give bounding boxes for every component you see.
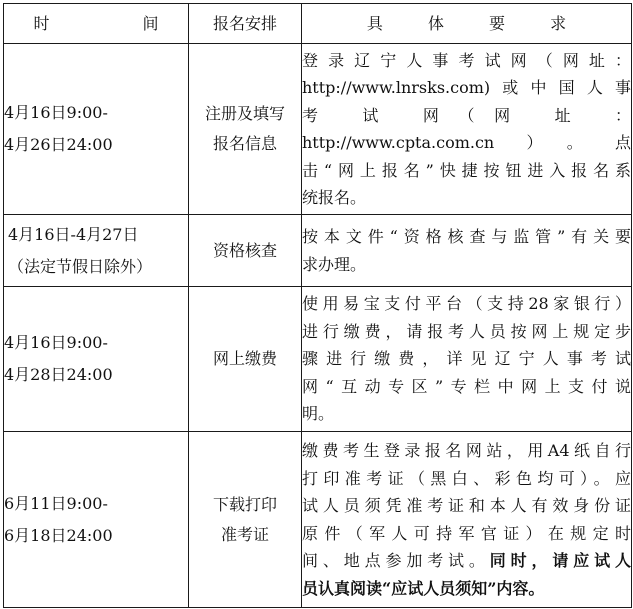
requirement-line-mixed bbox=[302, 547, 631, 575]
requirement-line: 骤进行缴费，详见辽宁人事考试 bbox=[302, 349, 631, 369]
arrangement-line: 网上缴费 bbox=[212, 349, 277, 368]
time-line: 4月28日24:00 bbox=[4, 365, 113, 384]
header-requirements-label: 具 体 要 求 bbox=[366, 14, 587, 33]
arrangement-line: 下载打印 bbox=[212, 494, 277, 514]
time-line: 4月16日9:00- bbox=[4, 103, 108, 122]
requirement-line: http://www.cpta.com.cn）。点 bbox=[302, 133, 631, 152]
requirement-line: 考 试 网（网 址 ： bbox=[302, 105, 631, 125]
requirement-bold-line: 员认真阅读“应试人员须知”内容。 bbox=[302, 578, 545, 598]
requirement-line: 登录辽宁人事考试网（网址： bbox=[302, 50, 631, 70]
time-line: 6月11日9:00- bbox=[4, 493, 108, 513]
requirement-cell bbox=[302, 44, 632, 215]
time-line: 4月26日24:00 bbox=[4, 135, 113, 154]
arrangement-cell bbox=[189, 44, 302, 215]
arrangement-line: 注册及填写 bbox=[204, 104, 285, 123]
header-time bbox=[4, 4, 203, 44]
header-arrangement bbox=[189, 4, 302, 44]
time-cell bbox=[4, 432, 189, 608]
time-line: 6月18日24:00 bbox=[4, 525, 113, 545]
arrangement-line: 准考证 bbox=[220, 524, 269, 544]
arrangement-line: 资格核查 bbox=[212, 240, 277, 260]
requirement-cell bbox=[302, 432, 632, 608]
table-header-row bbox=[4, 4, 632, 44]
time-cell bbox=[4, 287, 189, 432]
time-cell bbox=[4, 44, 189, 215]
table-row bbox=[4, 215, 632, 287]
requirement-cell bbox=[302, 287, 632, 432]
requirement-line: http://www.lnrsks.com)或中国人事 bbox=[302, 78, 631, 97]
requirement-line: 击“网上报名”快捷按钮进入报名系 bbox=[302, 160, 631, 180]
requirement-cell bbox=[302, 215, 632, 287]
requirement-bold-text: 同时，请应试人 bbox=[489, 551, 631, 570]
arrangement-cell bbox=[189, 287, 302, 432]
time-line: （法定节假日除外） bbox=[8, 256, 153, 276]
arrangement-line: 报名信息 bbox=[212, 134, 277, 153]
requirement-line: 明。 bbox=[302, 404, 335, 424]
requirement-line: 使用易宝支付平台（支持28家银行） bbox=[302, 294, 631, 314]
header-arrangement-label: 报名安排 bbox=[212, 14, 277, 33]
requirement-line: 网“互动专区”专栏中网上支付说 bbox=[302, 376, 631, 396]
table-row bbox=[4, 432, 632, 608]
time-cell bbox=[4, 215, 189, 287]
table-row bbox=[4, 287, 632, 432]
header-time-label: 时 间 bbox=[33, 14, 203, 33]
time-line: 4月16日-4月27日 bbox=[8, 224, 139, 244]
requirement-line: 打印准考证（黑白、彩色均可）。应 bbox=[302, 468, 631, 488]
table-row bbox=[4, 44, 632, 215]
time-line: 4月16日9:00- bbox=[4, 333, 108, 352]
requirement-line-plain: 间、地点参加考试。 bbox=[302, 551, 490, 570]
header-requirements bbox=[302, 4, 632, 44]
requirement-line: 统报名。 bbox=[302, 188, 367, 207]
requirement-line: 按本文件“资格核查与监管”有关要 bbox=[302, 227, 631, 246]
requirement-line: 缴费考生登录报名网站，用A4纸自行 bbox=[302, 441, 631, 460]
requirement-line: 原件（军人可持军官证）在规定时 bbox=[302, 523, 631, 543]
arrangement-cell bbox=[189, 215, 302, 287]
registration-schedule-table bbox=[3, 3, 632, 608]
requirement-line: 进行缴费，请报考人员按网上规定步 bbox=[302, 321, 631, 341]
requirement-line: 试人员须凭准考证和本人有效身份证 bbox=[302, 496, 631, 515]
requirement-line: 求办理。 bbox=[302, 254, 367, 274]
arrangement-cell bbox=[189, 432, 302, 608]
